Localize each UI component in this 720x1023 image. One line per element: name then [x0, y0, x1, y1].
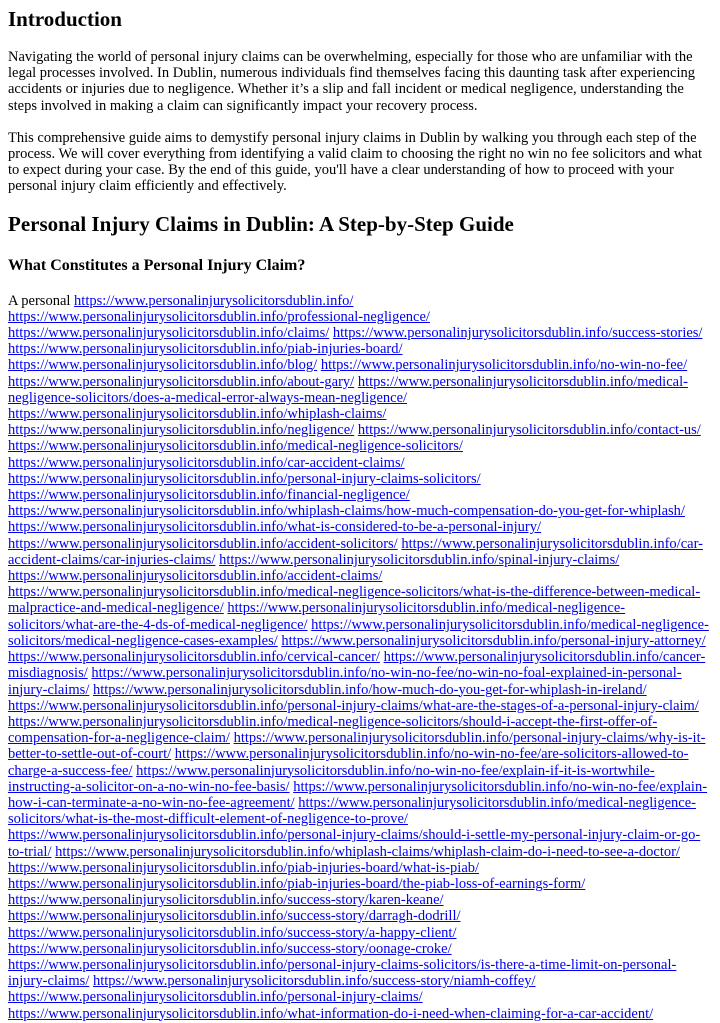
link-35[interactable]: https://www.personalinjurysolicitorsdublin.info/no-win-no-fee/explain-how-i-can-terminate-a-no-win-no-fee-agreement/	[8, 778, 708, 811]
link-36[interactable]: https://www.personalinjurysolicitorsdublin.info/medical-negligence-solicitors/what-is-the-most-difficult-element-of-negligence-to-prove/	[8, 794, 696, 828]
link-4[interactable]: https://www.personalinjurysolicitorsdublin.info/piab-injuries-board/	[8, 341, 403, 358]
intro-paragraph-2: This comprehensive guide aims to demystify personal injury claims in Dublin by walking you through each step of the process. We will cover everything from identifying a valid claim to choosing the right no win no fee solicitors and what to expect during your case. By the end of this guide, you'll have a clear understanding of how to proceed with your personal injury claim efficiently and effectively.	[8, 129, 702, 195]
link-42[interactable]: https://www.personalinjurysolicitorsdublin.info/success-story/darragh-dodrill/	[8, 908, 461, 925]
link-39[interactable]: https://www.personalinjurysolicitorsdublin.info/piab-injuries-board/what-is-piab/	[8, 859, 480, 876]
link-45[interactable]: https://www.personalinjurysolicitorsdublin.info/personal-injury-claims-solicitors/is-there-a-time-limit-on-personal-injury-claims/	[8, 956, 677, 990]
link-37[interactable]: https://www.personalinjurysolicitorsdublin.info/personal-injury-claims/should-i-settle-my-personal-injury-claim-or-go-to-trial/	[8, 827, 701, 860]
link-28[interactable]: https://www.personalinjurysolicitorsdublin.info/no-win-no-fee/no-win-no-foal-explained-in-personal-injury-claims/	[8, 665, 682, 698]
link-34[interactable]: https://www.personalinjurysolicitorsdublin.info/no-win-no-fee/explain-if-it-is-wortwhile-instructing-a-solicitor-on-a-no-win-no-fee-basis/	[8, 762, 655, 795]
link-10[interactable]: https://www.personalinjurysolicitorsdublin.info/negligence/	[8, 422, 355, 439]
link-20[interactable]: https://www.personalinjurysolicitorsdublin.info/spinal-injury-claims/	[219, 551, 620, 568]
link-48[interactable]: https://www.personalinjurysolicitorsdublin.info/what-information-do-i-need-when-claiming-for-a-car-accident/	[8, 1005, 654, 1022]
link-27[interactable]: https://www.personalinjurysolicitorsdublin.info/cancer-misdiagnosis/	[8, 649, 706, 682]
link-2[interactable]: https://www.personalinjurysolicitorsdublin.info/claims/	[8, 325, 330, 342]
link-40[interactable]: https://www.personalinjurysolicitorsdublin.info/piab-injuries-board/the-piab-loss-of-earnings-form/	[8, 875, 586, 892]
link-23[interactable]: https://www.personalinjurysolicitorsdublin.info/medical-negligence-solicitors/what-are-the-4-ds-of-medical-negligence/	[8, 600, 626, 633]
claim-subheading: What Constitutes a Personal Injury Claim?	[8, 256, 306, 274]
link-8[interactable]: https://www.personalinjurysolicitorsdublin.info/medical-negligence-solicitors/does-a-medical-error-always-mean-negligence/	[8, 373, 688, 406]
link-33[interactable]: https://www.personalinjurysolicitorsdublin.info/no-win-no-fee/are-solicitors-allowed-to-charge-a-success-fee/	[8, 746, 689, 779]
link-12[interactable]: https://www.personalinjurysolicitorsdublin.info/medical-negligence-solicitors/	[8, 438, 463, 455]
link-16[interactable]: https://www.personalinjurysolicitorsdublin.info/whiplash-claims/how-much-compensation-do-you-get-for-whiplash/	[8, 503, 685, 520]
link-47[interactable]: https://www.personalinjurysolicitorsdublin.info/personal-injury-claims/	[8, 989, 423, 1006]
link-6[interactable]: https://www.personalinjurysolicitorsdublin.info/no-win-no-fee/	[320, 357, 688, 374]
link-29[interactable]: https://www.personalinjurysolicitorsdublin.info/how-much-do-you-get-for-whiplash-in-ireland/	[92, 681, 647, 698]
link-14[interactable]: https://www.personalinjurysolicitorsdublin.info/personal-injury-claims-solicitors/	[8, 470, 481, 487]
link-17[interactable]: https://www.personalinjurysolicitorsdublin.info/what-is-considered-to-be-a-personal-injury/	[8, 519, 542, 536]
link-0[interactable]: https://www.personalinjurysolicitorsdublin.info/	[74, 292, 354, 309]
lead-text: A personal	[8, 292, 75, 309]
link-22[interactable]: https://www.personalinjurysolicitorsdublin.info/medical-negligence-solicitors/what-is-the-difference-between-medical-malpractice-and-medical-negligence/	[8, 584, 701, 617]
intro-paragraph-1: Navigating the world of personal injury claims can be overwhelming, especially for those who are unfamiliar with the legal processes involved. In Dublin, numerous individuals find themselves facing this daunting task after experiencing accidents or injuries due to negligence. Whether it’s a slip and fall incident or medical negligence, understanding the steps involved in making a claim can significantly impact your recovery process.	[8, 49, 695, 114]
link-31[interactable]: https://www.personalinjurysolicitorsdublin.info/medical-negligence-solicitors/should-i-accept-the-first-offer-of-compensation-for-a-negligence-claim/	[8, 713, 658, 747]
link-32[interactable]: https://www.personalinjurysolicitorsdublin.info/personal-injury-claims/why-is-it-better-to-settle-out-of-court/	[8, 730, 706, 763]
link-11[interactable]: https://www.personalinjurysolicitorsdublin.info/contact-us/	[357, 422, 701, 439]
link-30[interactable]: https://www.personalinjurysolicitorsdublin.info/personal-injury-claims/what-are-the-stages-of-a-personal-injury-claim/	[8, 697, 699, 714]
intro-heading: Introduction	[8, 7, 122, 31]
document-page	[0, 6, 720, 1022]
guide-heading: Personal Injury Claims in Dublin: A Step-by-Step Guide	[8, 211, 514, 236]
link-26[interactable]: https://www.personalinjurysolicitorsdublin.info/cervical-cancer/	[8, 649, 380, 666]
link-38[interactable]: https://www.personalinjurysolicitorsdublin.info/whiplash-claims/whiplash-claim-do-i-need-to-see-a-doctor/	[55, 843, 680, 860]
link-7[interactable]: https://www.personalinjurysolicitorsdublin.info/about-gary/	[8, 373, 355, 390]
link-43[interactable]: https://www.personalinjurysolicitorsdublin.info/success-story/a-happy-client/	[8, 924, 457, 941]
link-41[interactable]: https://www.personalinjurysolicitorsdublin.info/success-story/karen-keane/	[8, 892, 444, 909]
link-9[interactable]: https://www.personalinjurysolicitorsdublin.info/whiplash-claims/	[8, 406, 387, 423]
link-3[interactable]: https://www.personalinjurysolicitorsdublin.info/success-stories/	[332, 325, 703, 342]
link-44[interactable]: https://www.personalinjurysolicitorsdublin.info/success-story/oonage-croke/	[8, 940, 452, 957]
links-paragraph	[8, 293, 712, 1022]
link-46[interactable]: https://www.personalinjurysolicitorsdublin.info/success-story/niamh-coffey/	[92, 973, 536, 990]
link-15[interactable]: https://www.personalinjurysolicitorsdublin.info/financial-negligence/	[8, 487, 410, 504]
link-18[interactable]: https://www.personalinjurysolicitorsdublin.info/accident-solicitors/	[8, 535, 398, 552]
link-19[interactable]: https://www.personalinjurysolicitorsdublin.info/car-accident-claims/car-injuries-claims/	[8, 535, 703, 568]
link-25[interactable]: https://www.personalinjurysolicitorsdublin.info/personal-injury-attorney/	[281, 632, 706, 649]
link-21[interactable]: https://www.personalinjurysolicitorsdublin.info/accident-claims/	[8, 568, 383, 585]
link-13[interactable]: https://www.personalinjurysolicitorsdublin.info/car-accident-claims/	[8, 454, 405, 471]
link-24[interactable]: https://www.personalinjurysolicitorsdublin.info/medical-negligence-solicitors/medical-negligence-cases-examples/	[8, 616, 709, 649]
link-1[interactable]: https://www.personalinjurysolicitorsdublin.info/professional-negligence/	[8, 308, 430, 325]
link-5[interactable]: https://www.personalinjurysolicitorsdublin.info/blog/	[8, 357, 318, 374]
